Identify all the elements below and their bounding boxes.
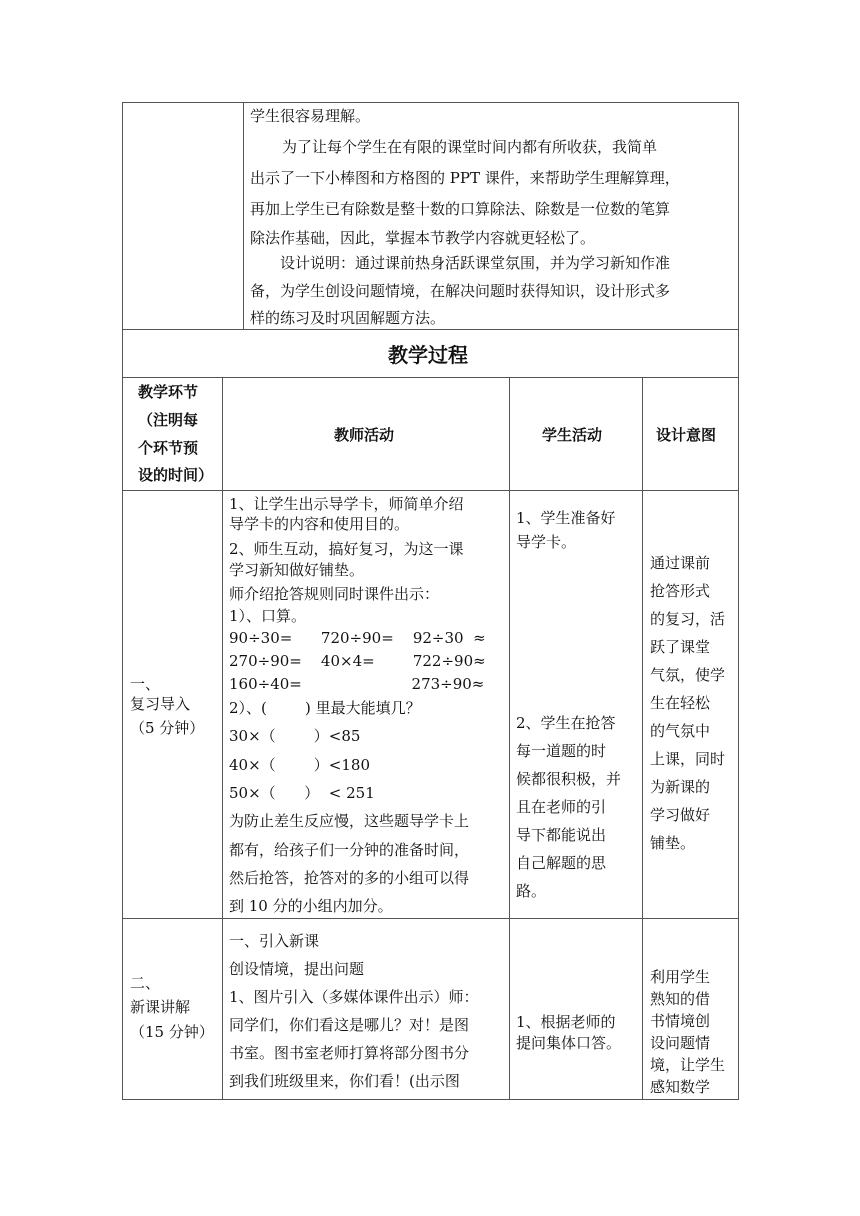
design-line: 境，让学生 <box>650 1056 726 1074</box>
row-divider-1 <box>122 329 739 330</box>
design-line: 通过课前 <box>650 554 711 572</box>
teacher-line: 到我们班级里来，你们看！(出示图 <box>229 1072 460 1090</box>
section-title: 教学过程 <box>388 343 468 367</box>
design-line: 生在轻松 <box>650 694 711 712</box>
design-line: 设问题情 <box>650 1034 711 1052</box>
header-stage-line: 个环节预 <box>138 439 199 457</box>
design-line: 的复习，活 <box>650 610 726 628</box>
teacher-line: 到 10 分的小组内加分。 <box>229 897 393 915</box>
student-line: 且在老师的引 <box>516 798 607 816</box>
teacher-line: 40×（ ）<180 <box>229 756 370 774</box>
intro-line <box>282 137 732 157</box>
design-line: 的气氛中 <box>650 722 711 740</box>
teacher-line: 创设情境，提出问题 <box>229 960 365 978</box>
design-line: 气氛，使学 <box>650 666 726 684</box>
teacher-line: 都有，给孩子们一分钟的准备时间， <box>229 841 470 859</box>
student-line: 1、根据老师的 <box>516 1013 616 1031</box>
teacher-line: 1、图片引入（多媒体课件出示）师： <box>229 988 479 1006</box>
teacher-line: 30×（ ）<85 <box>229 727 361 745</box>
design-line: 书情境创 <box>650 1012 711 1030</box>
table-border-bottom <box>122 1099 739 1100</box>
teacher-line: 2、师生互动，搞好复习，为这一课 <box>229 540 464 558</box>
design-line: 跃了课堂 <box>650 638 711 656</box>
teacher-line: 50×（ ） < 251 <box>229 784 375 802</box>
stage-label: （15 分钟） <box>130 1023 214 1041</box>
teacher-line: 书室。图书室老师打算将部分图书分 <box>229 1044 470 1062</box>
student-line: 导学卡。 <box>516 533 577 551</box>
teacher-line: 为防止差生反应慢，这些题导学卡上 <box>229 812 470 830</box>
col-divider-2 <box>509 377 510 1100</box>
design-line: 利用学生 <box>650 968 711 986</box>
stage-label: 一、 <box>130 675 161 693</box>
row-divider-4 <box>122 918 739 919</box>
student-line: 2、学生在抢答 <box>516 714 616 732</box>
intro-line: 再加上学生已有除数是整十数的口算除法、除数是一位数的笔算 <box>250 200 671 218</box>
header-design: 设计意图 <box>656 426 717 444</box>
teacher-line: 师介绍抢答规则同时课件出示： <box>229 585 440 603</box>
intro-line: 学生很容易理解。 <box>250 107 371 125</box>
row-divider-3 <box>122 490 739 491</box>
intro-divider <box>243 102 244 329</box>
stage-label: （5 分钟） <box>130 719 205 737</box>
student-line: 每一道题的时 <box>516 742 607 760</box>
teacher-line: 160÷40= 273÷90≈ <box>229 675 485 693</box>
col-divider-1 <box>222 377 223 1100</box>
intro-line: 除法作基础，因此，掌握本节教学内容就更轻松了。 <box>250 229 596 247</box>
header-stage-line: 设的时间） <box>138 466 214 484</box>
design-line: 铺垫。 <box>650 834 696 852</box>
student-line: 1、学生准备好 <box>516 509 616 527</box>
teacher-line: 一、引入新课 <box>229 932 320 950</box>
teacher-line: 1、让学生出示导学卡，师简单介绍 <box>229 495 464 513</box>
row-divider-2 <box>122 377 739 378</box>
design-line: 上课，同时 <box>650 750 726 768</box>
header-teacher: 教师活动 <box>334 426 395 444</box>
intro-line: 备，为学生创设问题情境，在解决问题时获得知识，设计形式多 <box>250 282 671 300</box>
header-student: 学生活动 <box>542 426 603 444</box>
stage-label: 新课讲解 <box>130 998 191 1016</box>
header-stage-line: 教学环节 <box>138 383 199 401</box>
col-divider-3 <box>642 377 643 1100</box>
table-border-right <box>738 102 739 1100</box>
student-line: 候都很积极，并 <box>516 770 622 788</box>
stage-label: 二、 <box>130 974 161 992</box>
stage-label: 复习导入 <box>130 695 191 713</box>
header-stage-line: （注明每 <box>138 411 199 429</box>
student-line: 导下都能说出 <box>516 826 607 844</box>
design-line: 抢答形式 <box>650 582 711 600</box>
student-line: 提问集体口答。 <box>516 1034 622 1052</box>
design-line: 为新课的 <box>650 778 711 796</box>
teacher-line: 90÷30= 720÷90= 92÷30 ≈ <box>229 629 486 647</box>
student-line: 自己解题的思 <box>516 854 607 872</box>
intro-line: 出示了一下小棒图和方格图的 PPT 课件，来帮助学生理解算理， <box>250 169 680 187</box>
teacher-line: 同学们，你们看这是哪儿？对！是图 <box>229 1016 470 1034</box>
intro-line: 设计说明：通过课前热身活跃课堂氛围，并为学习新知作准 <box>280 254 671 272</box>
design-line: 感知数学 <box>650 1078 711 1096</box>
teacher-line: 270÷90= 40×4= 722÷90≈ <box>229 652 486 670</box>
student-line: 路。 <box>516 882 547 900</box>
design-line: 熟知的借 <box>650 990 711 1008</box>
teacher-line: 导学卡的内容和使用目的。 <box>229 515 410 533</box>
design-line: 学习做好 <box>650 806 711 824</box>
table-border-top <box>122 102 739 103</box>
teacher-line: 学习新知做好铺垫。 <box>229 561 365 579</box>
teacher-line: 然后抢答，抢答对的多的小组可以得 <box>229 869 470 887</box>
table-border-left <box>122 102 123 1100</box>
teacher-line: 2）、( ) 里最大能填几？ <box>229 699 421 717</box>
teacher-line: 1）、口算。 <box>229 607 307 625</box>
intro-line: 样的练习及时巩固解题方法。 <box>250 309 446 327</box>
intro-text: 为了让每个学生在有限的课堂时间内都有所收获，我简单 <box>282 138 658 156</box>
